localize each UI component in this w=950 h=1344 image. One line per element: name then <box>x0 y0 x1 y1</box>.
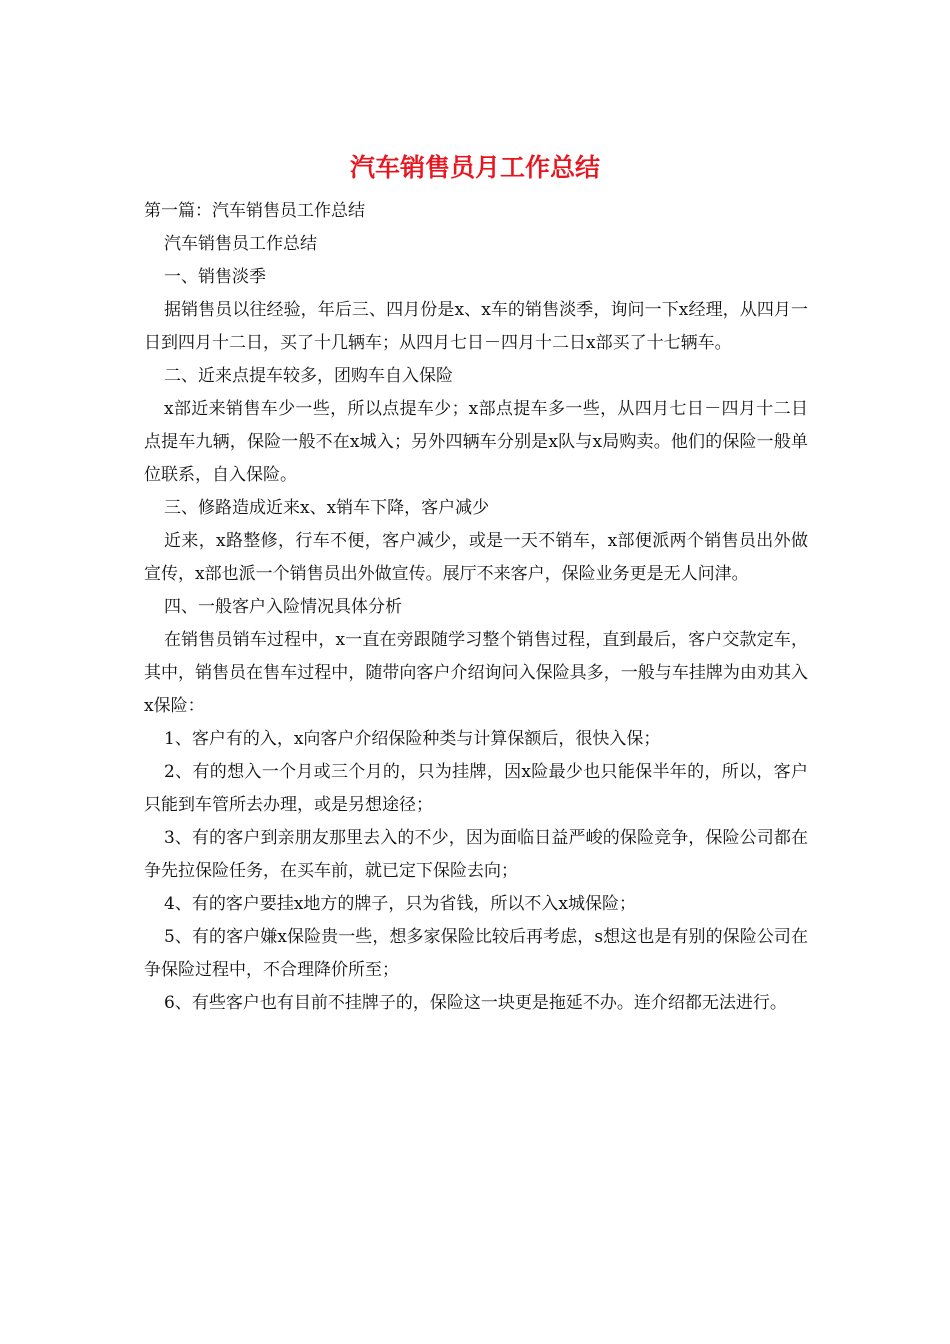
section-heading-4: 四、一般客户入险情况具体分析 <box>164 597 402 617</box>
section-subtitle: 汽车销售员工作总结 <box>164 234 317 254</box>
document-body <box>144 195 808 1020</box>
list-item: 5、有的客户嫌x保险贵一些，想多家保险比较后再考虑，s想这也是有别的保险公司在争保险过程中，不合理降价所至； <box>144 927 808 980</box>
list-item: 2、有的想入一个月或三个月的，只为挂牌，因x险最少也只能保半年的，所以，客户只能到车管所去办理，或是另想途径； <box>144 762 808 815</box>
section-heading-1: 一、销售淡季 <box>164 267 266 287</box>
list-item: 4、有的客户要挂x地方的牌子，只为省钱，所以不入x城保险； <box>164 894 636 914</box>
paragraph: 在销售员销车过程中，x一直在旁跟随学习整个销售过程，直到最后，客户交款定车，其中，销售员在售车过程中，随带向客户介绍询问入保险具多，一般与车挂牌为由劝其入x保险： <box>144 630 808 716</box>
paragraph: x部近来销售车少一些，所以点提车少；x部点提车多一些，从四月七日－四月十二日点提车九辆，保险一般不在x城入；另外四辆车分别是x队与x局购卖。他们的保险一般单位联系，自入保险。 <box>144 399 808 485</box>
chapter-heading: 第一篇：汽车销售员工作总结 <box>144 201 365 221</box>
document-title: 汽车销售员月工作总结 <box>349 153 600 182</box>
list-item: 6、有些客户也有目前不挂牌子的，保险这一块更是拖延不办。连介绍都无法进行。 <box>164 993 787 1013</box>
section-heading-3: 三、修路造成近来x、x销车下降，客户减少 <box>164 498 490 518</box>
section-heading-2: 二、近来点提车较多，团购车自入保险 <box>164 366 453 386</box>
paragraph: 据销售员以往经验，年后三、四月份是x、x车的销售淡季，询问一下x经理，从四月一日到四月十二日，买了十几辆车；从四月七日－四月十二日x部买了十七辆车。 <box>144 300 808 353</box>
paragraph: 近来，x路整修，行车不便，客户减少，或是一天不销车，x部便派两个销售员出外做宣传，x部也派一个销售员出外做宣传。展厅不来客户，保险业务更是无人问津。 <box>144 531 808 584</box>
list-item: 1、客户有的入，x向客户介绍保险种类与计算保额后，很快入保； <box>164 729 661 749</box>
list-item: 3、有的客户到亲朋友那里去入的不少，因为面临日益严峻的保险竞争，保险公司都在争先拉保险任务，在买车前，就已定下保险去向； <box>144 828 808 881</box>
